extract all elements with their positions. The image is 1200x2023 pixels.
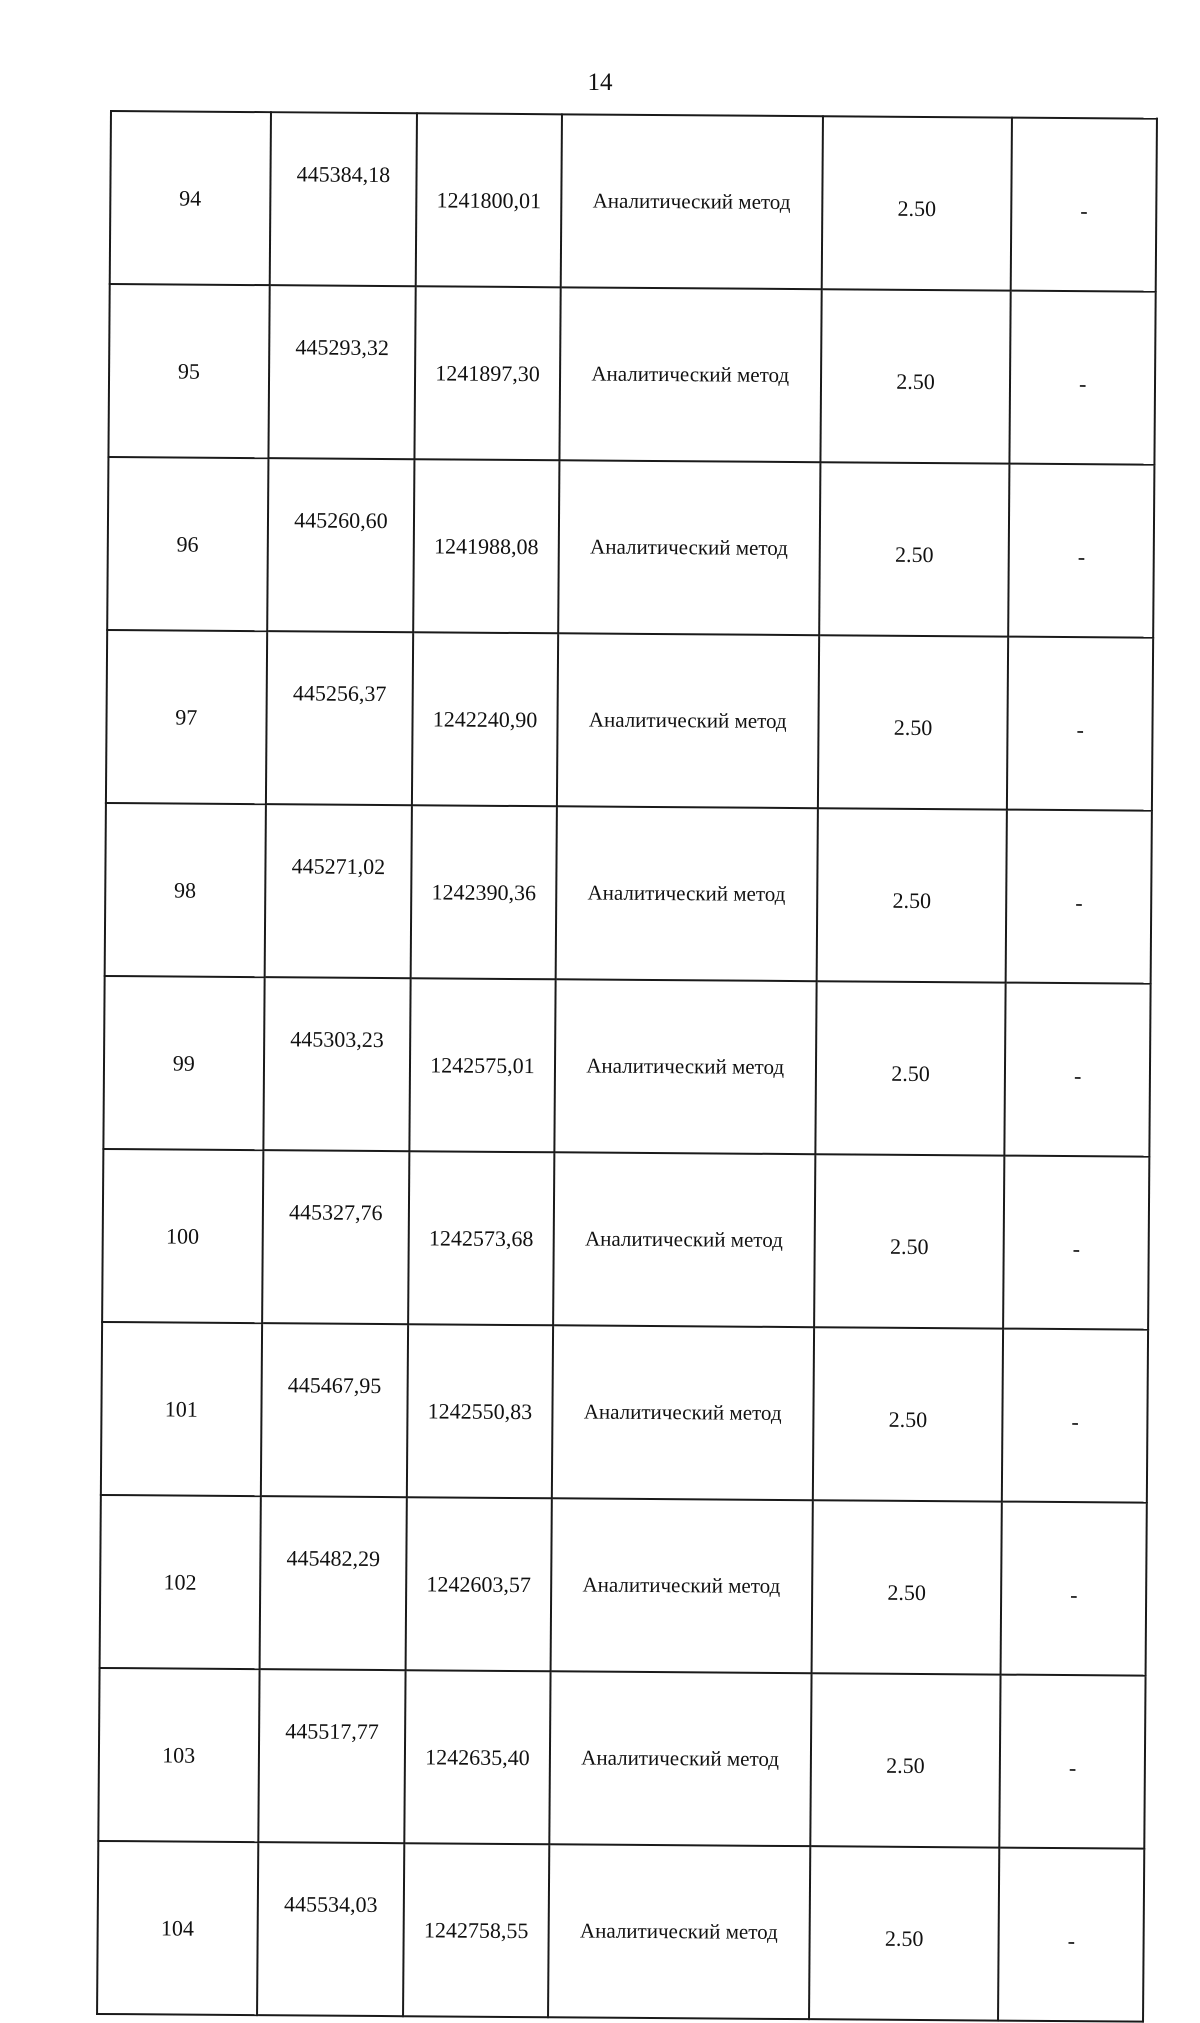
table-row bbox=[100, 1495, 1147, 1676]
x-coordinate-cell: 445517,77 bbox=[258, 1669, 406, 1843]
y-coordinate-cell: 1242240,90 bbox=[412, 632, 558, 806]
point-number-cell: 95 bbox=[108, 284, 269, 458]
y-coordinate-cell: 1242603,57 bbox=[406, 1497, 552, 1671]
table-row bbox=[110, 111, 1157, 292]
x-coordinate-cell: 445260,60 bbox=[267, 458, 415, 632]
x-coordinate-cell: 445303,23 bbox=[263, 977, 411, 1151]
coordinates-table bbox=[96, 110, 1158, 2023]
note-cell: - bbox=[1001, 1502, 1147, 1676]
y-coordinate-cell: 1241800,01 bbox=[416, 113, 562, 287]
method-cell: Аналитический метод bbox=[558, 460, 820, 635]
accuracy-cell: 2.50 bbox=[811, 1500, 1002, 1674]
method-cell: Аналитический метод bbox=[560, 114, 822, 289]
note-cell: - bbox=[1009, 464, 1155, 638]
x-coordinate-cell: 445482,29 bbox=[259, 1496, 407, 1670]
method-cell: Аналитический метод bbox=[553, 1152, 815, 1327]
point-number-cell: 103 bbox=[98, 1668, 259, 1842]
accuracy-cell: 2.50 bbox=[816, 808, 1007, 982]
method-cell: Аналитический метод bbox=[554, 979, 816, 1154]
method-cell: Аналитический метод bbox=[549, 1671, 811, 1846]
note-cell: - bbox=[1006, 810, 1152, 984]
note-cell: - bbox=[1005, 983, 1151, 1157]
point-number-cell: 104 bbox=[97, 1841, 258, 2015]
table-row bbox=[106, 630, 1153, 811]
point-number-cell: 97 bbox=[106, 630, 267, 804]
method-cell: Аналитический метод bbox=[559, 287, 821, 462]
table-row bbox=[107, 457, 1154, 638]
y-coordinate-cell: 1242390,36 bbox=[411, 805, 557, 979]
x-coordinate-cell: 445467,95 bbox=[260, 1323, 408, 1497]
y-coordinate-cell: 1242573,68 bbox=[408, 1151, 554, 1325]
table-row bbox=[97, 1841, 1144, 2022]
x-coordinate-cell: 445256,37 bbox=[266, 631, 414, 805]
point-number-cell: 94 bbox=[110, 111, 271, 285]
table-row bbox=[102, 1149, 1149, 1330]
table-row bbox=[101, 1322, 1148, 1503]
y-coordinate-cell: 1241897,30 bbox=[415, 286, 561, 460]
accuracy-cell: 2.50 bbox=[819, 462, 1010, 636]
method-cell: Аналитический метод bbox=[552, 1325, 814, 1500]
accuracy-cell: 2.50 bbox=[813, 1327, 1004, 1501]
point-number-cell: 98 bbox=[105, 803, 266, 977]
point-number-cell: 101 bbox=[101, 1322, 262, 1496]
y-coordinate-cell: 1242550,83 bbox=[407, 1324, 553, 1498]
table-row bbox=[103, 976, 1150, 1157]
accuracy-cell: 2.50 bbox=[810, 1673, 1001, 1847]
x-coordinate-cell: 445293,32 bbox=[268, 285, 416, 459]
y-coordinate-cell: 1241988,08 bbox=[413, 459, 559, 633]
point-number-cell: 102 bbox=[100, 1495, 261, 1669]
x-coordinate-cell: 445384,18 bbox=[269, 112, 417, 286]
accuracy-cell: 2.50 bbox=[820, 289, 1011, 463]
page-number: 14 bbox=[587, 69, 613, 96]
note-cell: - bbox=[1007, 637, 1153, 811]
note-cell: - bbox=[1000, 1675, 1146, 1849]
y-coordinate-cell: 1242635,40 bbox=[405, 1670, 551, 1844]
method-cell: Аналитический метод bbox=[557, 633, 819, 808]
note-cell: - bbox=[1011, 118, 1157, 292]
method-cell: Аналитический метод bbox=[550, 1498, 812, 1673]
x-coordinate-cell: 445271,02 bbox=[264, 804, 412, 978]
accuracy-cell: 2.50 bbox=[818, 635, 1009, 809]
accuracy-cell: 2.50 bbox=[815, 981, 1006, 1155]
y-coordinate-cell: 1242575,01 bbox=[410, 978, 556, 1152]
point-number-cell: 100 bbox=[102, 1149, 263, 1323]
x-coordinate-cell: 445534,03 bbox=[257, 1842, 405, 2016]
accuracy-cell: 2.50 bbox=[821, 116, 1012, 290]
y-coordinate-cell: 1242758,55 bbox=[403, 1843, 549, 2017]
point-number-cell: 96 bbox=[107, 457, 268, 631]
point-number-cell: 99 bbox=[103, 976, 264, 1150]
x-coordinate-cell: 445327,76 bbox=[262, 1150, 410, 1324]
accuracy-cell: 2.50 bbox=[814, 1154, 1005, 1328]
accuracy-cell: 2.50 bbox=[809, 1846, 1000, 2020]
method-cell: Аналитический метод bbox=[548, 1844, 810, 2019]
note-cell: - bbox=[1004, 1156, 1150, 1330]
table-row bbox=[108, 284, 1155, 465]
note-cell: - bbox=[998, 1848, 1144, 2022]
table-row bbox=[105, 803, 1152, 984]
note-cell: - bbox=[1010, 291, 1156, 465]
method-cell: Аналитический метод bbox=[555, 806, 817, 981]
note-cell: - bbox=[1002, 1329, 1148, 1503]
table-row bbox=[98, 1668, 1145, 1849]
